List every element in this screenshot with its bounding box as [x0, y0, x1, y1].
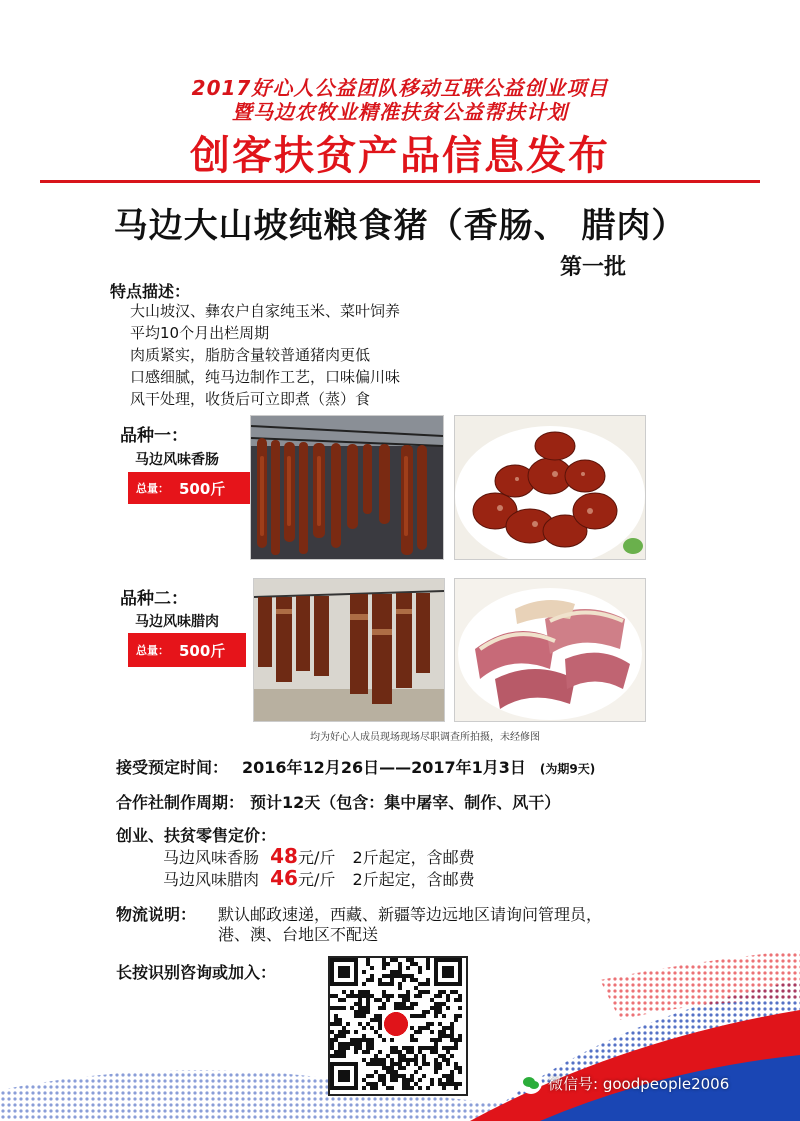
- variant2-name: 马边风味腊肉: [135, 614, 219, 630]
- wechat-icon: [520, 1072, 542, 1094]
- feature-item: 口感细腻，纯马边制作工艺，口味偏川味: [130, 368, 401, 386]
- bacon-hanging-photo: [253, 578, 445, 722]
- header-subtitle-line1: 2017好心人公益团队移动互联公益创业项目: [191, 76, 609, 100]
- qr-prompt: 长按识别咨询或加入：: [116, 963, 277, 982]
- sausage-sliced-photo: [454, 415, 646, 560]
- production-row: [116, 790, 560, 813]
- feature-item: 平均10个月出栏周期: [130, 324, 270, 342]
- variant1-title: 品种一：: [120, 426, 188, 446]
- qr-code[interactable]: [328, 956, 468, 1096]
- price-item-bacon: 马边风味腊肉 46元/斤 2斤起定，含邮费: [163, 866, 475, 890]
- production-value: 预计12天（包含：集中屠宰、制作、风干）: [250, 793, 561, 812]
- photo-caption: 均为好心人成员现场现场尽职调查所拍摄，未经修图: [310, 732, 540, 743]
- price-item-sausage: 马边风味香肠 48元/斤 2斤起定，含邮费: [163, 844, 475, 868]
- logistics-line1: 默认邮政速递，西藏、新疆等边远地区请询问管理员，: [218, 905, 603, 924]
- batch-label: 第一批: [560, 255, 627, 280]
- sausage-hanging-photo: [250, 415, 444, 560]
- variant2-title: 品种二：: [120, 589, 188, 609]
- product-title: 马边大山坡纯粮食猪（香肠、 腊肉）: [113, 206, 687, 246]
- features-list: [130, 300, 400, 410]
- feature-item: 肉质紧实，脂肪含量较普通猪肉更低: [130, 346, 371, 364]
- bacon-sliced-photo: [454, 578, 646, 722]
- features-heading: 特点描述：: [110, 282, 191, 301]
- logistics-label: 物流说明：: [116, 905, 197, 924]
- title-divider: [40, 180, 760, 183]
- preorder-label: 接受预定时间：: [116, 758, 229, 777]
- preorder-row: [116, 755, 595, 778]
- preorder-duration-note: (为期9天): [539, 762, 596, 776]
- preorder-dates: 2016年12月26日——2017年1月3日: [242, 758, 526, 777]
- pricing-label: 创业、扶贫零售定价：: [116, 826, 277, 845]
- production-label: 合作社制作周期：: [116, 793, 245, 812]
- wechat-watermark: 微信号: goodpeople2006: [520, 1072, 729, 1094]
- header-subtitle-line2: 暨马边农牧业精准扶贫公益帮扶计划: [232, 100, 568, 124]
- variant2-quantity-badge: 总量： 500斤: [128, 633, 246, 667]
- variant1-name: 马边风味香肠: [135, 452, 219, 468]
- logistics-line2: 港、澳、台地区不配送: [218, 925, 379, 944]
- variant1-quantity-badge: 总量： 500斤: [128, 472, 252, 504]
- page-title: 创客扶贫产品信息发布: [190, 133, 610, 179]
- feature-item: 风干处理，收货后可立即煮（蒸）食: [130, 390, 371, 408]
- feature-item: 大山坡汉、彝农户自家纯玉米、菜叶饲养: [130, 302, 401, 320]
